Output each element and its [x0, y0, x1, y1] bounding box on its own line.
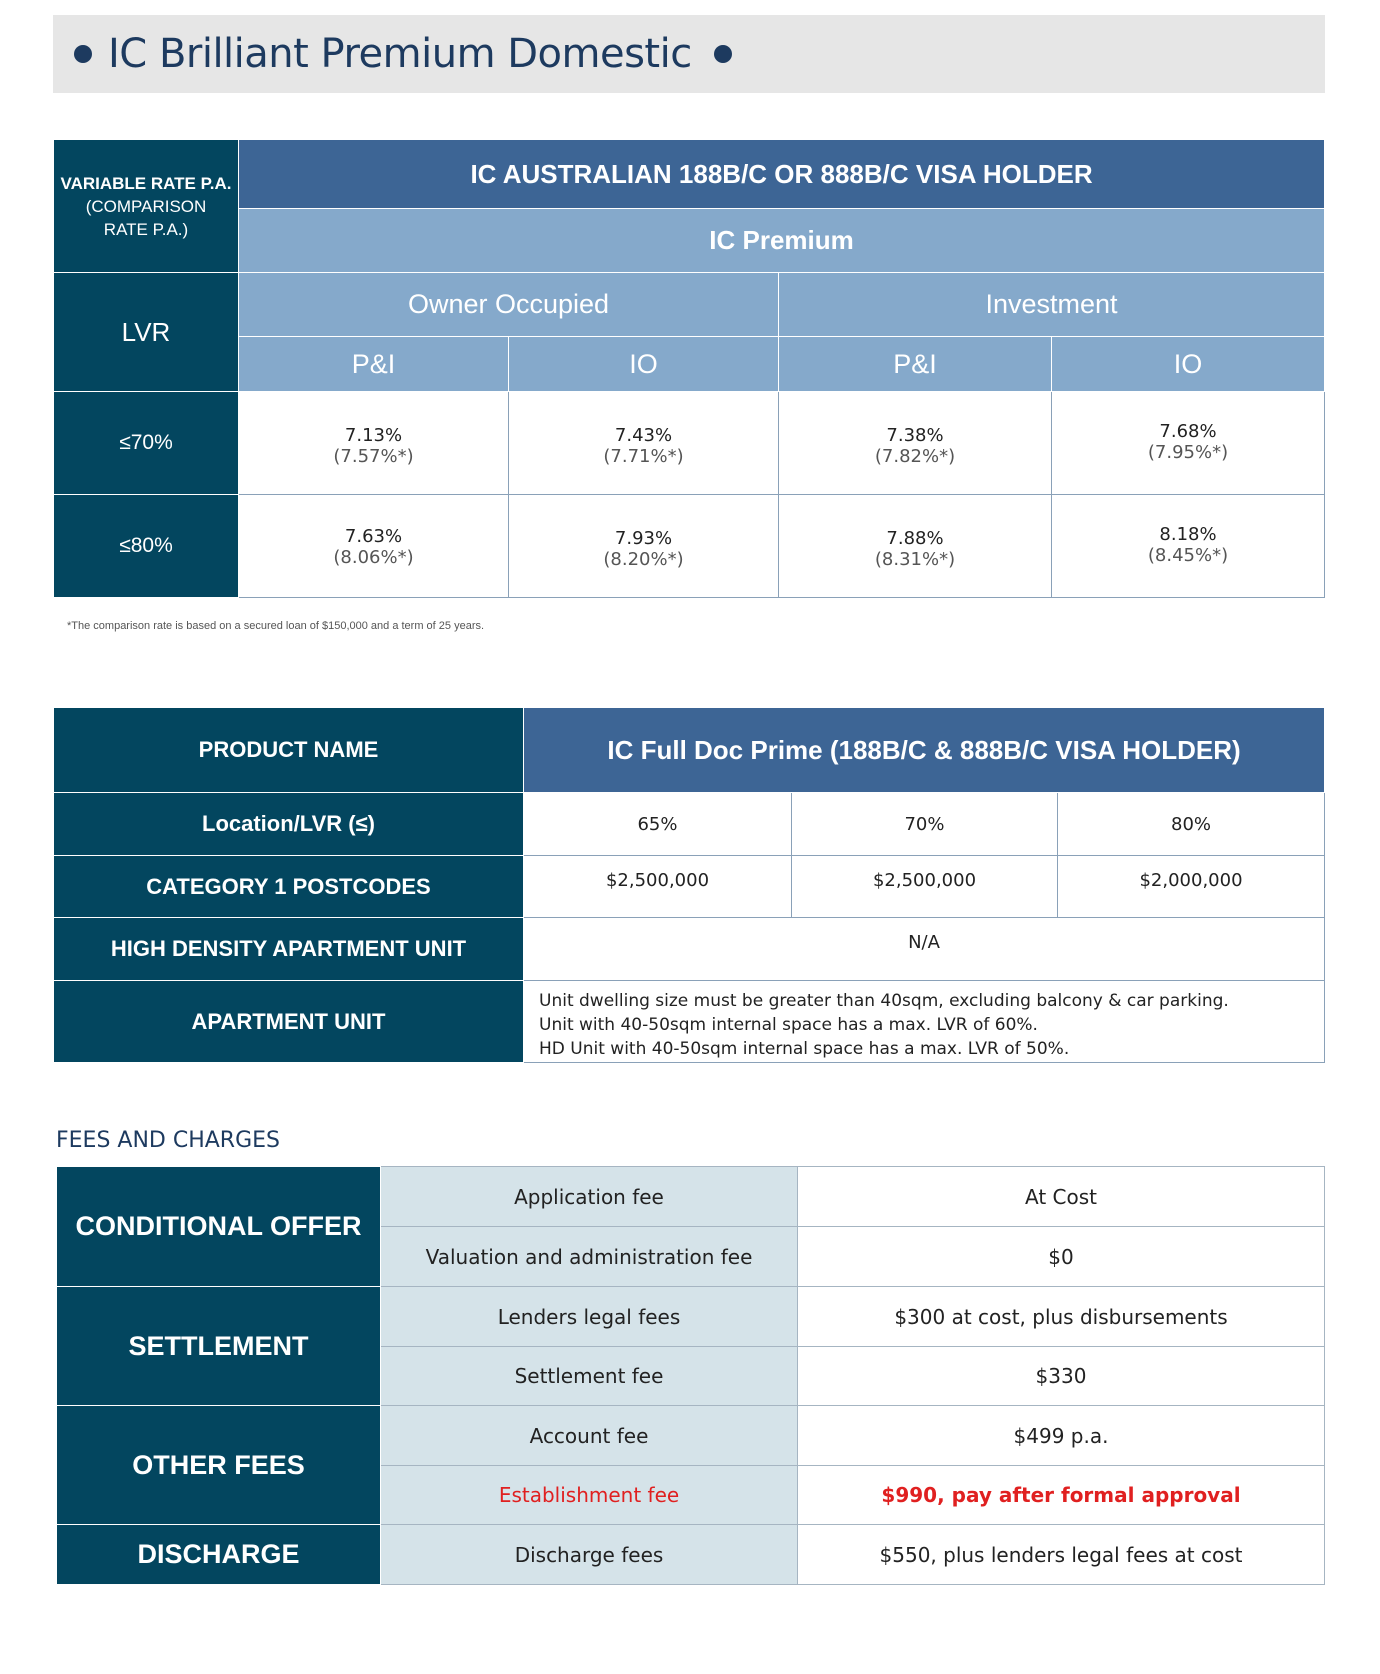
rate-cell [1052, 392, 1325, 495]
rate-value: 7.68% [1159, 421, 1217, 442]
rate-value: 7.63% [344, 526, 403, 547]
product-name-label: PRODUCT NAME [54, 708, 524, 793]
col-header: IO [1052, 337, 1325, 392]
comparison-rate: (8.31%*) [874, 549, 956, 570]
comparison-rate: (8.06%*) [333, 547, 414, 568]
rate-cell [239, 495, 509, 598]
rate-cell [1052, 495, 1325, 598]
location-lvr-label: Location/LVR (≤) [54, 793, 524, 856]
comparison-footnote: *The comparison rate is based on a secured loan of $150,000 and a term of 25 years. [67, 620, 485, 632]
rate-cell [239, 392, 509, 495]
category-1-value: $2,000,000 [1058, 856, 1325, 918]
category-1-value: $2,500,000 [792, 856, 1058, 918]
apartment-rule: Unit dwelling size must be greater than 40sqm, excluding balcony & car parking. [539, 991, 1229, 1011]
corner-line-2: (COMPARISON [85, 196, 207, 216]
table-row [57, 1525, 1325, 1585]
page-title-bar [53, 15, 1325, 93]
fee-value: $0 [798, 1227, 1325, 1287]
fee-value: $990, pay after formal approval [798, 1466, 1325, 1525]
table-row [57, 1167, 1325, 1227]
comparison-rate: (7.95%*) [1147, 442, 1229, 463]
lvr-label: LVR [54, 273, 239, 392]
fee-value: $300 at cost, plus disbursements [798, 1287, 1325, 1347]
comparison-rate: (7.82%*) [874, 446, 956, 467]
rate-subheader: IC Premium [239, 209, 1325, 273]
rate-cell [509, 392, 779, 495]
rate-value: 7.88% [886, 528, 944, 549]
product-name-value: IC Full Doc Prime (188B/C & 888B/C VISA HOLDER) [524, 708, 1325, 793]
fee-group-label: DISCHARGE [57, 1525, 381, 1585]
corner-line-1: VARIABLE RATE P.A. [60, 173, 232, 193]
fee-value: At Cost [798, 1167, 1325, 1227]
table-row [54, 392, 1325, 495]
fees-table [56, 1166, 1325, 1585]
rate-value: 7.43% [614, 425, 673, 446]
apartment-unit-rules [524, 981, 1325, 1063]
fee-name: Settlement fee [381, 1347, 798, 1406]
fees-section-title: FEES AND CHARGES [56, 1128, 281, 1153]
fee-value: $550, plus lenders legal fees at cost [798, 1525, 1325, 1585]
fee-group-label: OTHER FEES [57, 1406, 381, 1525]
rate-cell [779, 392, 1052, 495]
rate-value: 7.38% [886, 425, 944, 446]
fee-value: $499 p.a. [798, 1406, 1325, 1466]
fee-group-label: SETTLEMENT [57, 1287, 381, 1406]
col-header: P&I [239, 337, 509, 392]
lvr-value: 80% [1058, 793, 1325, 856]
fee-name: Valuation and administration fee [381, 1227, 798, 1287]
comparison-rate: (8.45%*) [1147, 545, 1229, 566]
row-lvr-label: ≤70% [54, 392, 239, 495]
col-header: IO [509, 337, 779, 392]
rate-value: 7.13% [344, 425, 403, 446]
bullet-icon [714, 45, 732, 63]
rate-value: 8.18% [1159, 524, 1217, 545]
comparison-rate: (7.71%*) [603, 446, 684, 467]
table-row [57, 1287, 1325, 1347]
lvr-value: 70% [792, 793, 1058, 856]
page-title: IC Brilliant Premium Domestic [108, 31, 692, 77]
rate-cell [779, 495, 1052, 598]
rate-header: IC AUSTRALIAN 188B/C OR 888B/C VISA HOLDER [239, 140, 1325, 209]
row-lvr-label: ≤80% [54, 495, 239, 598]
category-1-label: CATEGORY 1 POSTCODES [54, 856, 524, 918]
fee-name: Establishment fee [381, 1466, 798, 1525]
group-investment: Investment [779, 273, 1325, 337]
lvr-value: 65% [524, 793, 792, 856]
product-table [53, 707, 1325, 1063]
comparison-rate: (8.20%*) [603, 549, 684, 570]
fee-name: Account fee [381, 1406, 798, 1466]
apartment-rule: Unit with 40-50sqm internal space has a max. LVR of 60%. [539, 1015, 1038, 1035]
bullet-icon [74, 45, 92, 63]
apartment-unit-label: APARTMENT UNIT [54, 981, 524, 1063]
table-row [57, 1406, 1325, 1466]
rate-value: 7.93% [614, 528, 673, 549]
corner-line-3: RATE P.A.) [103, 219, 189, 239]
apartment-rule: HD Unit with 40-50sqm internal space has a max. LVR of 50%. [539, 1039, 1070, 1059]
fee-name: Application fee [381, 1167, 798, 1227]
fee-group-label: CONDITIONAL OFFER [57, 1167, 381, 1287]
rate-cell [509, 495, 779, 598]
col-header: P&I [779, 337, 1052, 392]
high-density-value: N/A [524, 918, 1325, 981]
category-1-value: $2,500,000 [524, 856, 792, 918]
fee-value: $330 [798, 1347, 1325, 1406]
fee-name: Discharge fees [381, 1525, 798, 1585]
fee-name: Lenders legal fees [381, 1287, 798, 1347]
comparison-rate: (7.57%*) [333, 446, 414, 467]
high-density-label: HIGH DENSITY APARTMENT UNIT [54, 918, 524, 981]
rate-corner-header [54, 140, 239, 273]
rate-table [53, 139, 1325, 598]
table-row [54, 495, 1325, 598]
group-owner-occupied: Owner Occupied [239, 273, 779, 337]
